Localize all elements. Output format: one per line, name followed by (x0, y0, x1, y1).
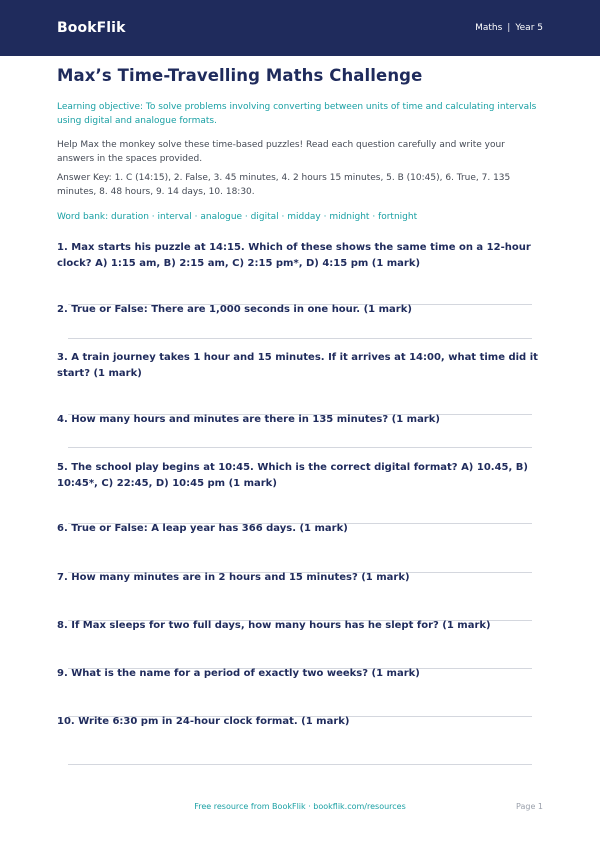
header-meta (475, 23, 543, 33)
page-title: Max’s Time-Travelling Maths Challenge (57, 66, 423, 85)
answer-line-2[interactable] (68, 338, 532, 339)
question-7: 7. How many minutes are in 2 hours and 15 minutes? (1 mark) (57, 572, 410, 583)
answer-key: Answer Key: 1. C (14:15), 2. False, 3. 45 minutes, 4. 2 hours 15 minutes, 5. B (10:45), 6. True, 7. 135 minutes, 8. 48 hours, 9. 14 days, 10. 18:30. (57, 173, 511, 197)
year-label: Year 5 (515, 23, 543, 33)
learning-objective: Learning objective: To solve problems involving converting between units of time and calculating intervals using digital and analogue formats. (57, 102, 537, 126)
answer-line-4[interactable] (68, 447, 532, 448)
meta-separator: | (507, 23, 511, 33)
question-3: 3. A train journey takes 1 hour and 15 minutes. If it arrives at 14:00, what time did it start? (1 mark) (57, 352, 538, 379)
brand-logo[interactable]: BookFlik (57, 20, 126, 36)
question-10: 10. Write 6:30 pm in 24-hour clock format. (1 mark) (57, 716, 350, 727)
answer-line-10[interactable] (68, 764, 532, 765)
question-8: 8. If Max sleeps for two full days, how many hours has he slept for? (1 mark) (57, 620, 491, 631)
question-4: 4. How many hours and minutes are there in 135 minutes? (1 mark) (57, 414, 440, 425)
question-9: 9. What is the name for a period of exactly two weeks? (1 mark) (57, 668, 420, 679)
page-header (0, 0, 600, 56)
question-1: 1. Max starts his puzzle at 14:15. Which of these shows the same time on a 12-hour clock? A) 1:15 am, B) 2:15 am, C) 2:15 pm*, D) 4:15 pm (1 mark) (57, 242, 531, 269)
question-2: 2. True or False: There are 1,000 seconds in one hour. (1 mark) (57, 304, 412, 315)
word-bank: Word bank: duration · interval · analogue · digital · midday · midnight · fortnight (57, 212, 418, 222)
footer-resource-link[interactable]: Free resource from BookFlik · bookflik.com/resources (194, 802, 406, 811)
subject-label: Maths (475, 23, 503, 33)
intro-text: Help Max the monkey solve these time-based puzzles! Read each question carefully and write your answers in the spaces provided. (57, 140, 505, 164)
page-number: Page 1 (516, 802, 543, 811)
question-6: 6. True or False: A leap year has 366 days. (1 mark) (57, 523, 348, 534)
question-5: 5. The school play begins at 10:45. Which is the correct digital format? A) 10.45, B) 10:45*, C) 22:45, D) 10:45 pm (1 mark) (57, 462, 528, 489)
